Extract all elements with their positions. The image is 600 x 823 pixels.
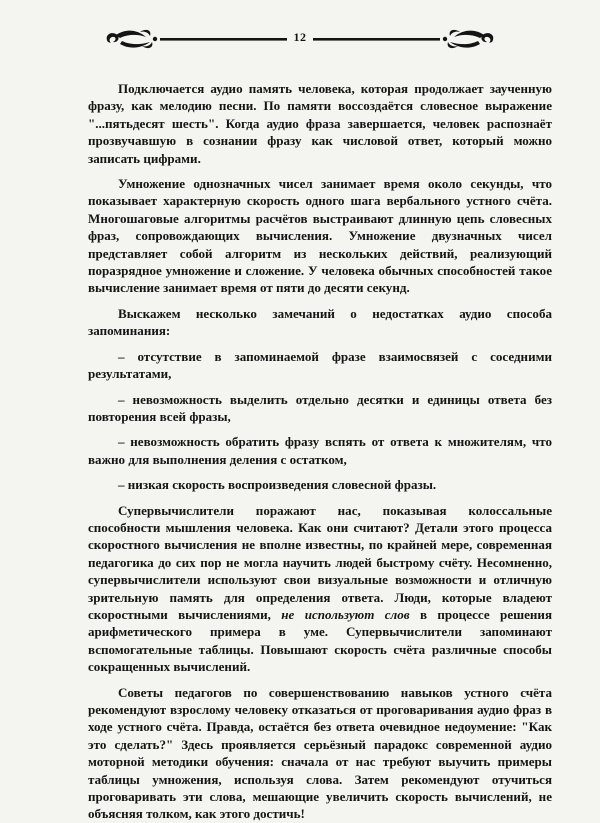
page-body <box>88 80 552 823</box>
paragraph-text: Супервычислители поражают нас, показывая колоссальные способности мышления человека. Как они считают? Детали этого процесса скоростного вычисления не вполне известны, по крайней мере, современная педагогика до сих пор не могла научить людей быстрому счёту. Несомненно, супервычислители используют свои визуальные возможности и отличную зрительную память для определения ответа. Люди, которые владеют скоростными вычислениями, <box>88 502 552 622</box>
list-item: – невозможность выделить отдельно десятки и единицы ответа без повторения всей фразы, <box>88 391 552 424</box>
list-item: – невозможность обратить фразу вспять от ответа к множителям, что важно для выполнения деления с остатком, <box>88 434 552 467</box>
list-item: – отсутствие в запоминаемой фразе взаимосвязей с соседними результатами, <box>88 348 552 382</box>
paragraph: Советы педагогов по совершенствованию навыков устного счёта рекомендуют взрослому человеку отказаться от проговаривания аудио фраз в ходе устного счёта. Правда, остаётся без ответа очевидное недоумение: "Как это сделать?" Здесь проявляется серьёзный парадокс современной аудио моторной методики обучения: сначала от нас требуют выучить примеры таблицы умножения, используя слова. Затем рекомендуют отучиться проговаривать эти слова, мешающие увеличить скорость вычислений, не объясняя толком, как этого достичь! <box>88 684 552 822</box>
paragraph: Умножение однозначных чисел занимает время около секунды, что показывает характерную скорость одного шага вербального устного счёта. Многошаговые алгоритмы расчётов выстраивают длинную цепь словесных фраз, сопровождающих вычисления. Умножение двузначных чисел представляет собой алгоритм из нескольких действий, реализующий поразрядное умножение и сложение. У человека обычных способностей такое вычисление занимает время от пяти до десяти секунд. <box>88 176 552 296</box>
paragraph-supercalculators <box>88 502 552 676</box>
paragraph: Выскажем несколько замечаний о недостатках аудио способа запоминания: <box>88 305 552 339</box>
list-item: – низкая скорость воспроизведения словесной фразы. <box>118 477 437 493</box>
paragraph-text: в процессе решения арифметического примера в уме. Супервычислители запоминают вспомогательные таблицы. Повышают скорость счёта различные способы сокращенных вычислений. <box>88 606 553 675</box>
emphasis-text: не используют слов <box>281 606 410 622</box>
page-header <box>0 20 600 54</box>
paragraph: Подключается аудио память человека, которая продолжает заученную фразу, как мелодию песни. По памяти воссоздаётся словесное выражение "...пятьдесят шесть". Когда аудио фраза завершается, человек распознаёт прозвучавшую в сознании фразу как числовой ответ, который можно записать цифрами. <box>88 81 552 166</box>
page-number: 12 <box>293 30 307 44</box>
